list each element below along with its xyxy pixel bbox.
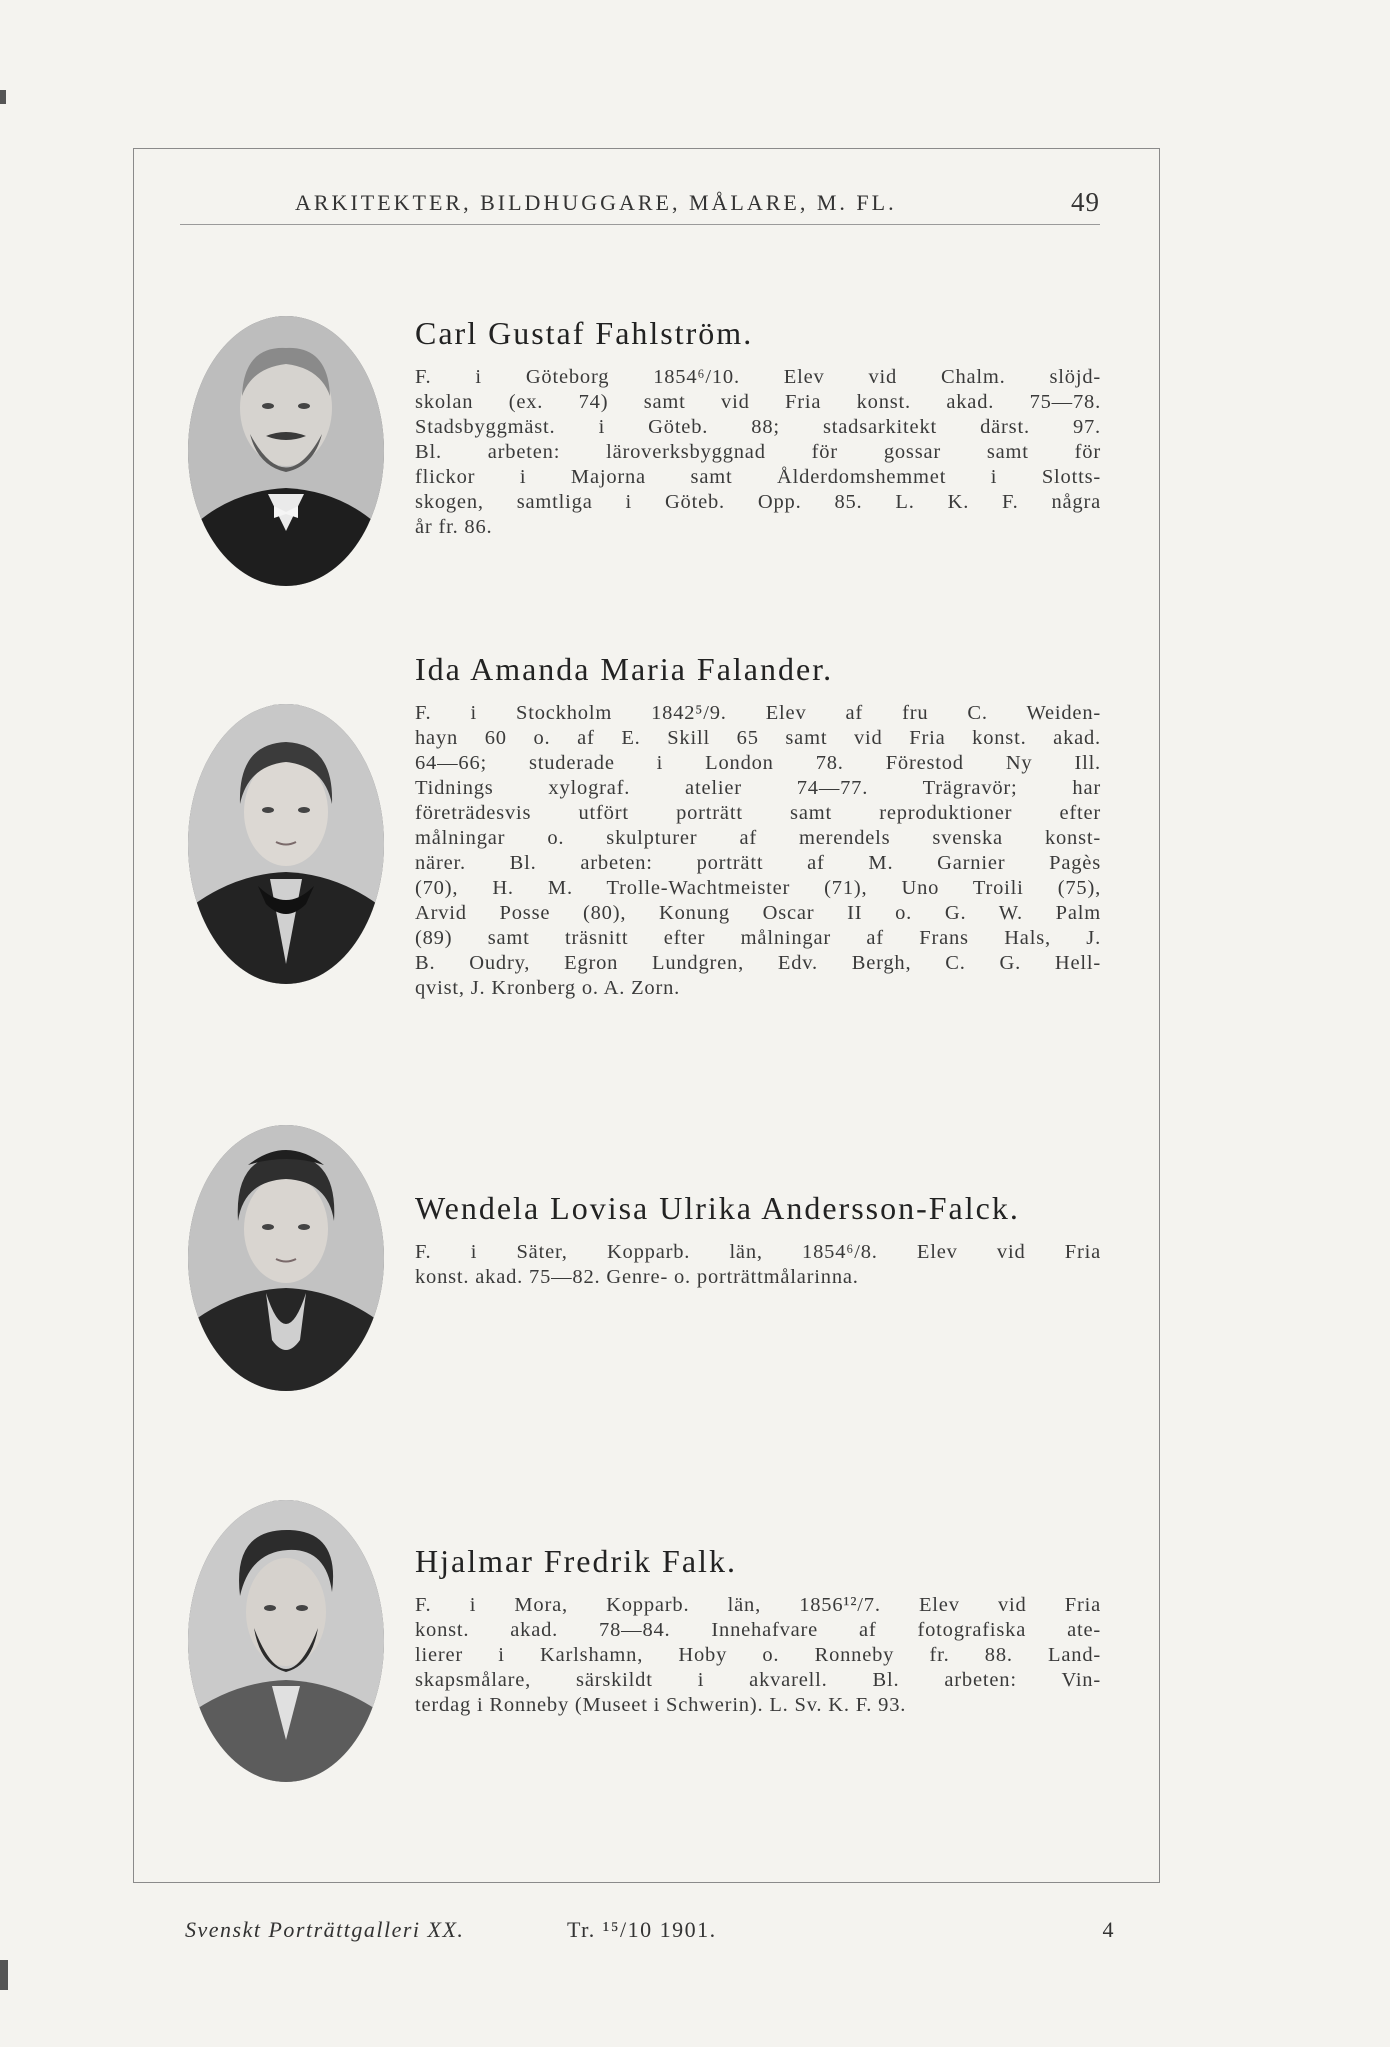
bio-line: 64—66; studerade i London 78. Förestod Ny Ill.: [415, 752, 1101, 775]
bio-line: företrädesvis utfört porträtt samt reproduktioner efter: [415, 802, 1101, 825]
portrait-photo: [188, 1500, 384, 1782]
bio-line: Bl. arbeten: läroverksbyggnad för gossar samt för: [415, 441, 1101, 464]
entry-text: [415, 1544, 1101, 1718]
bio-line: F. i Mora, Kopparb. län, 1856¹²/7. Elev vid Fria: [415, 1594, 1101, 1617]
footer-signature: 4: [1102, 1917, 1115, 1942]
bio-line: lierer i Karlshamn, Hoby o. Ronneby fr. 88. Land-: [415, 1644, 1101, 1667]
footer-print-date: Tr. ¹⁵/10 1901.: [567, 1917, 717, 1942]
bio-line: qvist, J. Kronberg o. A. Zorn.: [415, 977, 681, 1000]
scan-edge-mark: [0, 1960, 8, 1990]
bio-line: F. i Göteborg 1854⁶/10. Elev vid Chalm. slöjd-: [415, 366, 1101, 389]
bio-line: flickor i Majorna samt Ålderdomshemmet i Slotts-: [415, 466, 1101, 489]
entry-name: Ida Amanda Maria Falander.: [415, 651, 834, 687]
bio-line: hayn 60 o. af E. Skill 65 samt vid Fria konst. akad.: [415, 727, 1101, 750]
page-footer: [185, 1917, 1115, 1947]
portrait-man-icon: [188, 1500, 384, 1782]
bio-line: F. i Stockholm 1842⁵/9. Elev af fru C. Weiden-: [415, 702, 1101, 725]
running-head: [290, 187, 1100, 220]
entry-text: [415, 652, 1101, 1001]
bio-line: F. i Säter, Kopparb. län, 1854⁶/8. Elev vid Fria: [415, 1241, 1101, 1264]
bio-line: målningar o. skulpturer af merendels svenska konst-: [415, 827, 1101, 850]
bio-line: (89) samt träsnitt efter målningar af Frans Hals, J.: [415, 927, 1101, 950]
entry-name: Hjalmar Fredrik Falk.: [415, 1543, 737, 1579]
footer-publication: Svenskt Porträttgalleri XX.: [185, 1917, 465, 1942]
bio-line: konst. akad. 78—84. Innehafvare af fotografiska ate-: [415, 1619, 1101, 1642]
bio-line: närer. Bl. arbeten: porträtt af M. Garnier Pagès: [415, 852, 1101, 875]
entry-fahlstrom: [180, 316, 1100, 586]
entry-bio: [415, 1240, 1101, 1290]
entry-falander: [180, 652, 1100, 1052]
portrait-photo: [188, 316, 384, 586]
bio-line: Stadsbyggmäst. i Göteb. 88; stadsarkitekt därst. 97.: [415, 416, 1101, 439]
bio-line: år fr. 86.: [415, 516, 493, 539]
bio-line: terdag i Ronneby (Museet i Schwerin). L. Sv. K. F. 93.: [415, 1694, 907, 1717]
portrait-woman-icon: [188, 704, 384, 984]
bio-line: skogen, samtliga i Göteb. Opp. 85. L. K. F. några: [415, 491, 1101, 514]
bio-line: Tidnings xylograf. atelier 74—77. Trägravör; har: [415, 777, 1101, 800]
header-rule: [180, 224, 1100, 225]
page-number: 49: [1071, 187, 1100, 217]
portrait-photo: [188, 1125, 384, 1391]
portrait-woman-icon: [188, 1125, 384, 1391]
portrait-man-icon: [188, 316, 384, 586]
entry-falk: [180, 1500, 1100, 1790]
entry-bio: [415, 365, 1101, 540]
entry-name: Wendela Lovisa Ulrika Andersson-Falck.: [415, 1190, 1020, 1226]
entry-bio: [415, 701, 1101, 1001]
bio-line: skolan (ex. 74) samt vid Fria konst. akad. 75—78.: [415, 391, 1101, 414]
entry-andersson-falck: [180, 1125, 1100, 1395]
entry-text: [415, 316, 1101, 540]
bio-line: (70), H. M. Trolle-Wachtmeister (71), Uno Troili (75),: [415, 877, 1101, 900]
bio-line: konst. akad. 75—82. Genre- o. porträttmålarinna.: [415, 1266, 859, 1289]
entry-bio: [415, 1593, 1101, 1718]
entry-text: [415, 1191, 1101, 1290]
bio-line: skapsmålare, särskildt i akvarell. Bl. arbeten: Vin-: [415, 1669, 1101, 1692]
bio-line: Arvid Posse (80), Konung Oscar II o. G. W. Palm: [415, 902, 1101, 925]
bio-line: B. Oudry, Egron Lundgren, Edv. Bergh, C. G. Hell-: [415, 952, 1101, 975]
portrait-photo: [188, 704, 384, 984]
entry-name: Carl Gustaf Fahlström.: [415, 315, 754, 351]
running-head-title: ARKITEKTER, BILDHUGGARE, MÅLARE, M. FL.: [295, 190, 897, 215]
scan-edge-mark: [0, 90, 6, 104]
